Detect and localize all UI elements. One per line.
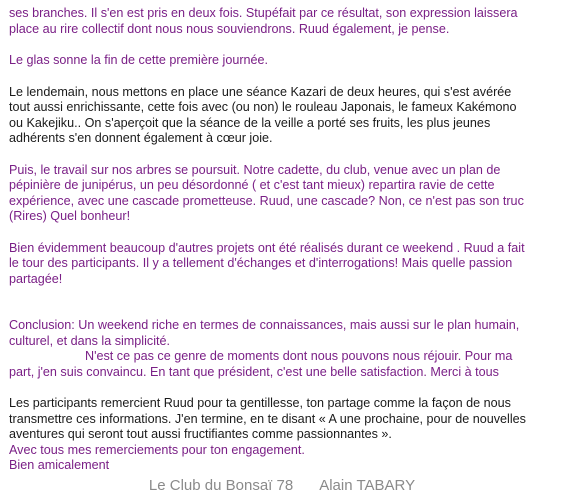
paragraph-3: Le lendemain, nous mettons en place une séance Kazari de deux heures, qui s'est avérée tout aussi enrichissante, cette fois avec (ou non) le rouleau Japonais, le fameux Kakémono ou Kakejiku.. On s'aperçoit que la séance de la veille a porté ses fruits, les plus jeunes adhérents s'en donnent également à cœur joie. <box>9 84 517 145</box>
document-body <box>9 6 559 474</box>
paragraph-4: Puis, le travail sur nos arbres se poursuit. Notre cadette, du club, venue avec un plan de pépinière de junipérus, un peu désordonné ( et c'est tant mieux) repartira ravie de cette expérience, avec une cascade prometteuse. Ruud, une cascade? Non, ce n'est pas son truc (Rires) Quel bonheur! <box>9 162 524 223</box>
paragraph-2: Le glas sonne la fin de cette première journée. <box>9 53 269 67</box>
footer-club-name: Le Club du Bonsaï 78 <box>148 477 294 494</box>
conclusion-indented-line: N'est ce pas ce genre de moments dont nous pouvons nous réjouir. Pour ma <box>85 349 513 363</box>
conclusion-last-line: part, j'en suis convaincu. En tant que président, c'est une belle satisfaction. Merci à tous <box>9 364 499 379</box>
footer-author-name: Alain TABARY <box>319 477 416 494</box>
paragraph-1: ses branches. Il s'en est pris en deux fois. Stupéfait par ce résultat, son expression laissera place au rire collectif dont nous nous souviendrons. Ruud également, je pense. <box>9 6 518 36</box>
footer <box>0 477 564 494</box>
conclusion-paragraph: Conclusion: Un weekend riche en termes de connaissances, mais aussi sur le plan humain, culturel, et dans la simplicité. <box>9 318 520 348</box>
paragraph-5: Bien évidemment beaucoup d'autres projets ont été réalisés durant ce weekend . Ruud a fait le tour des participants. Il y a tellement d'échanges et d'interrogations! Mais quelle passion partagée! <box>9 240 525 286</box>
paragraph-thanks: Les participants remercient Ruud pour ta gentillesse, ton partage comme la façon de nous transmettre ces informations. J'en termine, en te disant « A une prochaine, pour de nouvelles aventures qui seront tout aussi fructifiantes comme passionnantes ». <box>9 396 526 441</box>
closing-lines: Avec tous mes remerciements pour ton engagement. Bien amicalement <box>9 442 305 472</box>
